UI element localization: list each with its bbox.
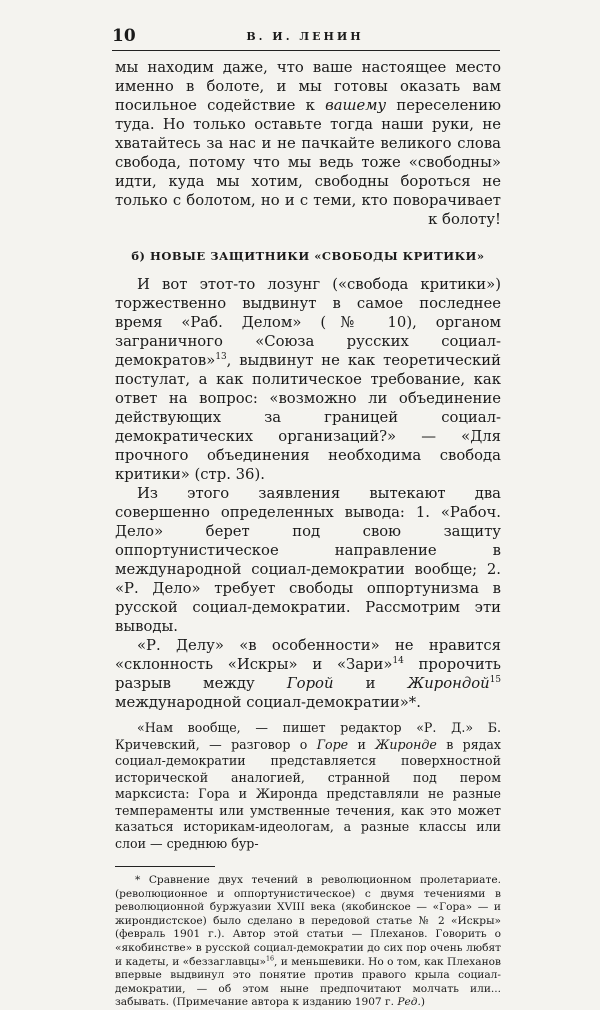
intro-paragraph: мы находим даже, что ваше настоящее место именно в болоте, и мы готовы оказать вам посильное содействие к вашему переселению туда. Но только оставьте тогда наши руки, не хватайтесь за нас и не пачкайте великого слова свобода, потому что мы ведь тоже «свободны» идти, куда мы хотим, свободны бороться не только с болотом, но и с теми, кто поворачивает к болоту!: [115, 59, 501, 228]
section-heading: б) НОВЫЕ ЗАЩИТНИКИ «СВОБОДЫ КРИТИКИ»: [131, 249, 485, 263]
emphasis: Горе: [316, 736, 349, 752]
paragraph: И вот этот-то лозунг («свобода критики») торжественно выдвинут в самое последнее время «Раб. Делом» (№ 10), органом заграничного «Союза русских социал-демократов»$^{13}$, выдвинут не как теоретический постулат, а как политическое требование, как ответ на вопрос: «возможно ли объединение действующих за границей социал-демократических организаций?» — «Для прочного объединения необходима свобода критики» (стр. 36).: [115, 276, 501, 483]
emphasis: вашему: [325, 97, 387, 114]
footnote: * Сравнение двух течений в революционном пролетариате. (революционное и оппортунистическое) с двумя течениями в революционной буржуазии XVIII века (якобинское — «Гора» — и жирондистское) было сделано в передовой статье № 2 «Искры» (февраль 1901 г.). Автор этой статьи — Плеханов. Говорить о «якобинстве» в русской социал-демократии до сих пор очень любят и кадеты, и «беззаглавцы»$^{16}$, и меньшевики. Но о том, как Плеханов впервые выдвинул это понятие против правого крыла социал-демократии, — об этом ныне предпочитают молчать или... забывать. (Примечание автора к изданию 1907 г. Ред.): [115, 874, 501, 1009]
page-header: [112, 26, 498, 48]
page-number: 10: [112, 26, 136, 46]
page-body: [115, 58, 501, 1010]
paragraph: Из этого заявления вытекают два совершенно определенных вывода: 1. «Рабоч. Дело» берет под свою защиту оппортунистическое направление в международной социал-демократии вообще; 2. «Р. Дело» требует свободы оппортунизма в русской социал-демократии. Рассмотрим эти выводы.: [115, 485, 501, 635]
quote-paragraph: «Нам вообще, — пишет редактор «Р. Д.» Б. Кричевский, — разговор о Горе и Жиронде в рядах социал-демократии представляется поверхностной исторической аналогией, странной под пером марксиста: Гора и Жиронда представляли не разные темпераменты или умственные течения, как это может казаться историкам-идеологам, а разные классы или слои — среднюю бур-: [115, 720, 502, 851]
note-ref: 15: [489, 675, 501, 686]
emphasis: Жирондой: [407, 675, 490, 692]
paragraph: «Р. Делу» «в особенности» не нравится «склонность «Искры» и «Зари»$^{14}$ пророчить разрыв между Горой и Жирондой$^{15}$ международной социал-демократии»*.: [115, 637, 501, 711]
header-rule: [112, 50, 500, 51]
emphasis: Горой: [286, 675, 334, 692]
note-ref: 16: [265, 955, 275, 963]
running-title: В. И. ЛЕНИН: [246, 30, 364, 43]
footnote-rule: [115, 866, 215, 867]
emphasis: Ред.: [397, 996, 421, 1009]
note-ref: 14: [392, 656, 404, 667]
note-ref: 13: [215, 352, 227, 363]
emphasis: Жиронде: [375, 736, 437, 752]
